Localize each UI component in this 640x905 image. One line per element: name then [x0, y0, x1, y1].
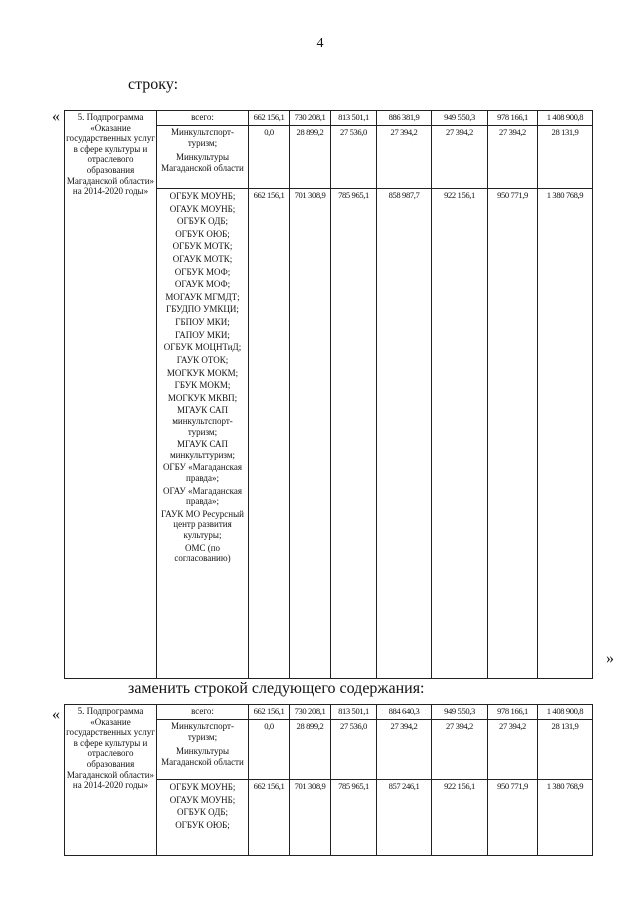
org-item: ГБПОУ МКИ;	[175, 317, 230, 328]
open-quote: «	[52, 108, 60, 125]
value-cell: 785 965,1	[331, 189, 377, 679]
organizations-list	[157, 189, 249, 679]
total-label: всего:	[157, 111, 249, 126]
value-cell: 27 394,2	[432, 126, 488, 189]
org-item: ОГБУК ОЮБ;	[175, 819, 230, 830]
value-cell: 949 550,3	[432, 705, 488, 720]
org-item: МОГАУК МГМДТ;	[165, 291, 240, 302]
ministry-label-a: Минкультспорт-туризм;	[171, 127, 234, 148]
replace-text: заменить строкой следующего содержания:	[128, 680, 425, 697]
open-quote-2: «	[52, 706, 60, 723]
ministry-label	[157, 126, 249, 189]
value-cell: 1 408 900,8	[538, 705, 593, 720]
value-cell: 1 408 900,8	[538, 111, 593, 126]
org-item: ОГБУК ОДБ;	[176, 807, 229, 818]
value-cell: 813 501,1	[331, 111, 377, 126]
value-cell: 922 156,1	[432, 189, 488, 679]
value-cell: 662 156,1	[249, 111, 290, 126]
org-item: ОГБУК ОДБ;	[176, 216, 229, 227]
org-item: МОГКУК МКВП;	[167, 392, 238, 403]
org-item: ОГБУК МОФ;	[174, 266, 231, 277]
value-cell: 950 771,9	[488, 780, 538, 856]
value-cell: 857 246,1	[377, 780, 432, 856]
value-cell: 922 156,1	[432, 780, 488, 856]
org-item: ОГБУК МОУНБ;	[169, 191, 236, 201]
value-cell: 27 536,0	[331, 720, 377, 780]
ministry-label	[157, 720, 249, 780]
ministry-label-b: Минкультуры Магаданской области	[161, 152, 244, 173]
value-cell: 0,0	[249, 126, 290, 189]
value-cell: 27 536,0	[331, 126, 377, 189]
org-item: ОГБУК ОЮБ;	[175, 228, 230, 239]
value-cell: 785 965,1	[331, 780, 377, 856]
value-cell: 949 550,3	[432, 111, 488, 126]
close-quote: »	[606, 650, 614, 667]
org-item: ГАУК ОТОК;	[176, 354, 229, 365]
org-item: ОМС (по согласованию)	[174, 542, 231, 564]
value-cell: 28 131,9	[538, 126, 593, 189]
value-cell: 27 394,2	[488, 720, 538, 780]
value-cell: 662 156,1	[249, 705, 290, 720]
org-item: МОГКУК МОКМ;	[166, 367, 239, 378]
org-item: МГАУК САП минкультспорт-туризм;	[172, 405, 233, 437]
row-total	[65, 705, 593, 720]
value-cell: 1 380 768,9	[538, 189, 593, 679]
value-cell: 0,0	[249, 720, 290, 780]
org-item: ГАПОУ МКИ;	[175, 329, 230, 340]
org-item: ОГБУК МОТК;	[172, 241, 233, 252]
intro-text: строку:	[128, 76, 179, 93]
org-item: ОГАУ «Магаданская правда»;	[163, 485, 242, 507]
org-item: ОГБУК МОЦНТиД;	[163, 342, 242, 353]
value-cell: 662 156,1	[249, 780, 290, 856]
org-item: ОГАУК МОТК;	[172, 254, 233, 265]
value-cell: 978 166,1	[488, 705, 538, 720]
value-cell: 27 394,2	[432, 720, 488, 780]
org-item: МГАУК САП минкульттуризм;	[169, 439, 236, 460]
value-cell: 1 380 768,9	[538, 780, 593, 856]
org-item: ОГБУК МОУНБ;	[169, 782, 236, 792]
value-cell: 730 208,1	[290, 705, 331, 720]
value-cell: 950 771,9	[488, 189, 538, 679]
org-item: ОГАУК МОУНБ;	[169, 794, 236, 805]
original-row-table	[64, 110, 593, 679]
value-cell: 662 156,1	[249, 189, 290, 679]
org-item: ОГАУК МОУНБ;	[169, 203, 236, 214]
value-cell: 27 394,2	[488, 126, 538, 189]
value-cell: 28 131,9	[538, 720, 593, 780]
page-number: 4	[316, 36, 324, 51]
org-item: ГБУДПО УМКЦИ;	[166, 304, 239, 315]
total-label: всего:	[157, 705, 249, 720]
value-cell: 978 166,1	[488, 111, 538, 126]
value-cell: 701 308,9	[290, 189, 331, 679]
value-cell: 27 394,2	[377, 720, 432, 780]
value-cell: 730 208,1	[290, 111, 331, 126]
value-cell: 28 899,2	[290, 720, 331, 780]
value-cell: 858 987,7	[377, 189, 432, 679]
value-cell: 28 899,2	[290, 126, 331, 189]
org-item: ГБУК МОКМ;	[174, 380, 231, 391]
org-item: ГАУК МО Ресурсный центр развития культуры;	[161, 508, 244, 541]
program-cell: 5. Подпрограмма «Оказание государственных услуг в сфере культуры и отраслевого образования Магаданской области» на 2014-2020 годы»	[65, 705, 157, 856]
value-cell: 813 501,1	[331, 705, 377, 720]
ministry-label-b: Минкультуры Магаданской области	[161, 746, 244, 767]
org-item: ОГАУК МОФ;	[174, 279, 231, 290]
value-cell: 886 381,9	[377, 111, 432, 126]
value-cell: 27 394,2	[377, 126, 432, 189]
value-cell: 884 640,3	[377, 705, 432, 720]
row-total	[65, 111, 593, 126]
program-cell: 5. Подпрограмма «Оказание государственных услуг в сфере культуры и отраслевого образования Магаданской области» на 2014-2020 годы»	[65, 111, 157, 679]
replacement-row-table	[64, 704, 593, 856]
ministry-label-a: Минкультспорт-туризм;	[171, 721, 234, 742]
value-cell: 701 308,9	[290, 780, 331, 856]
org-item: ОГБУ «Магаданская правда»;	[162, 462, 243, 484]
organizations-list	[157, 780, 249, 856]
